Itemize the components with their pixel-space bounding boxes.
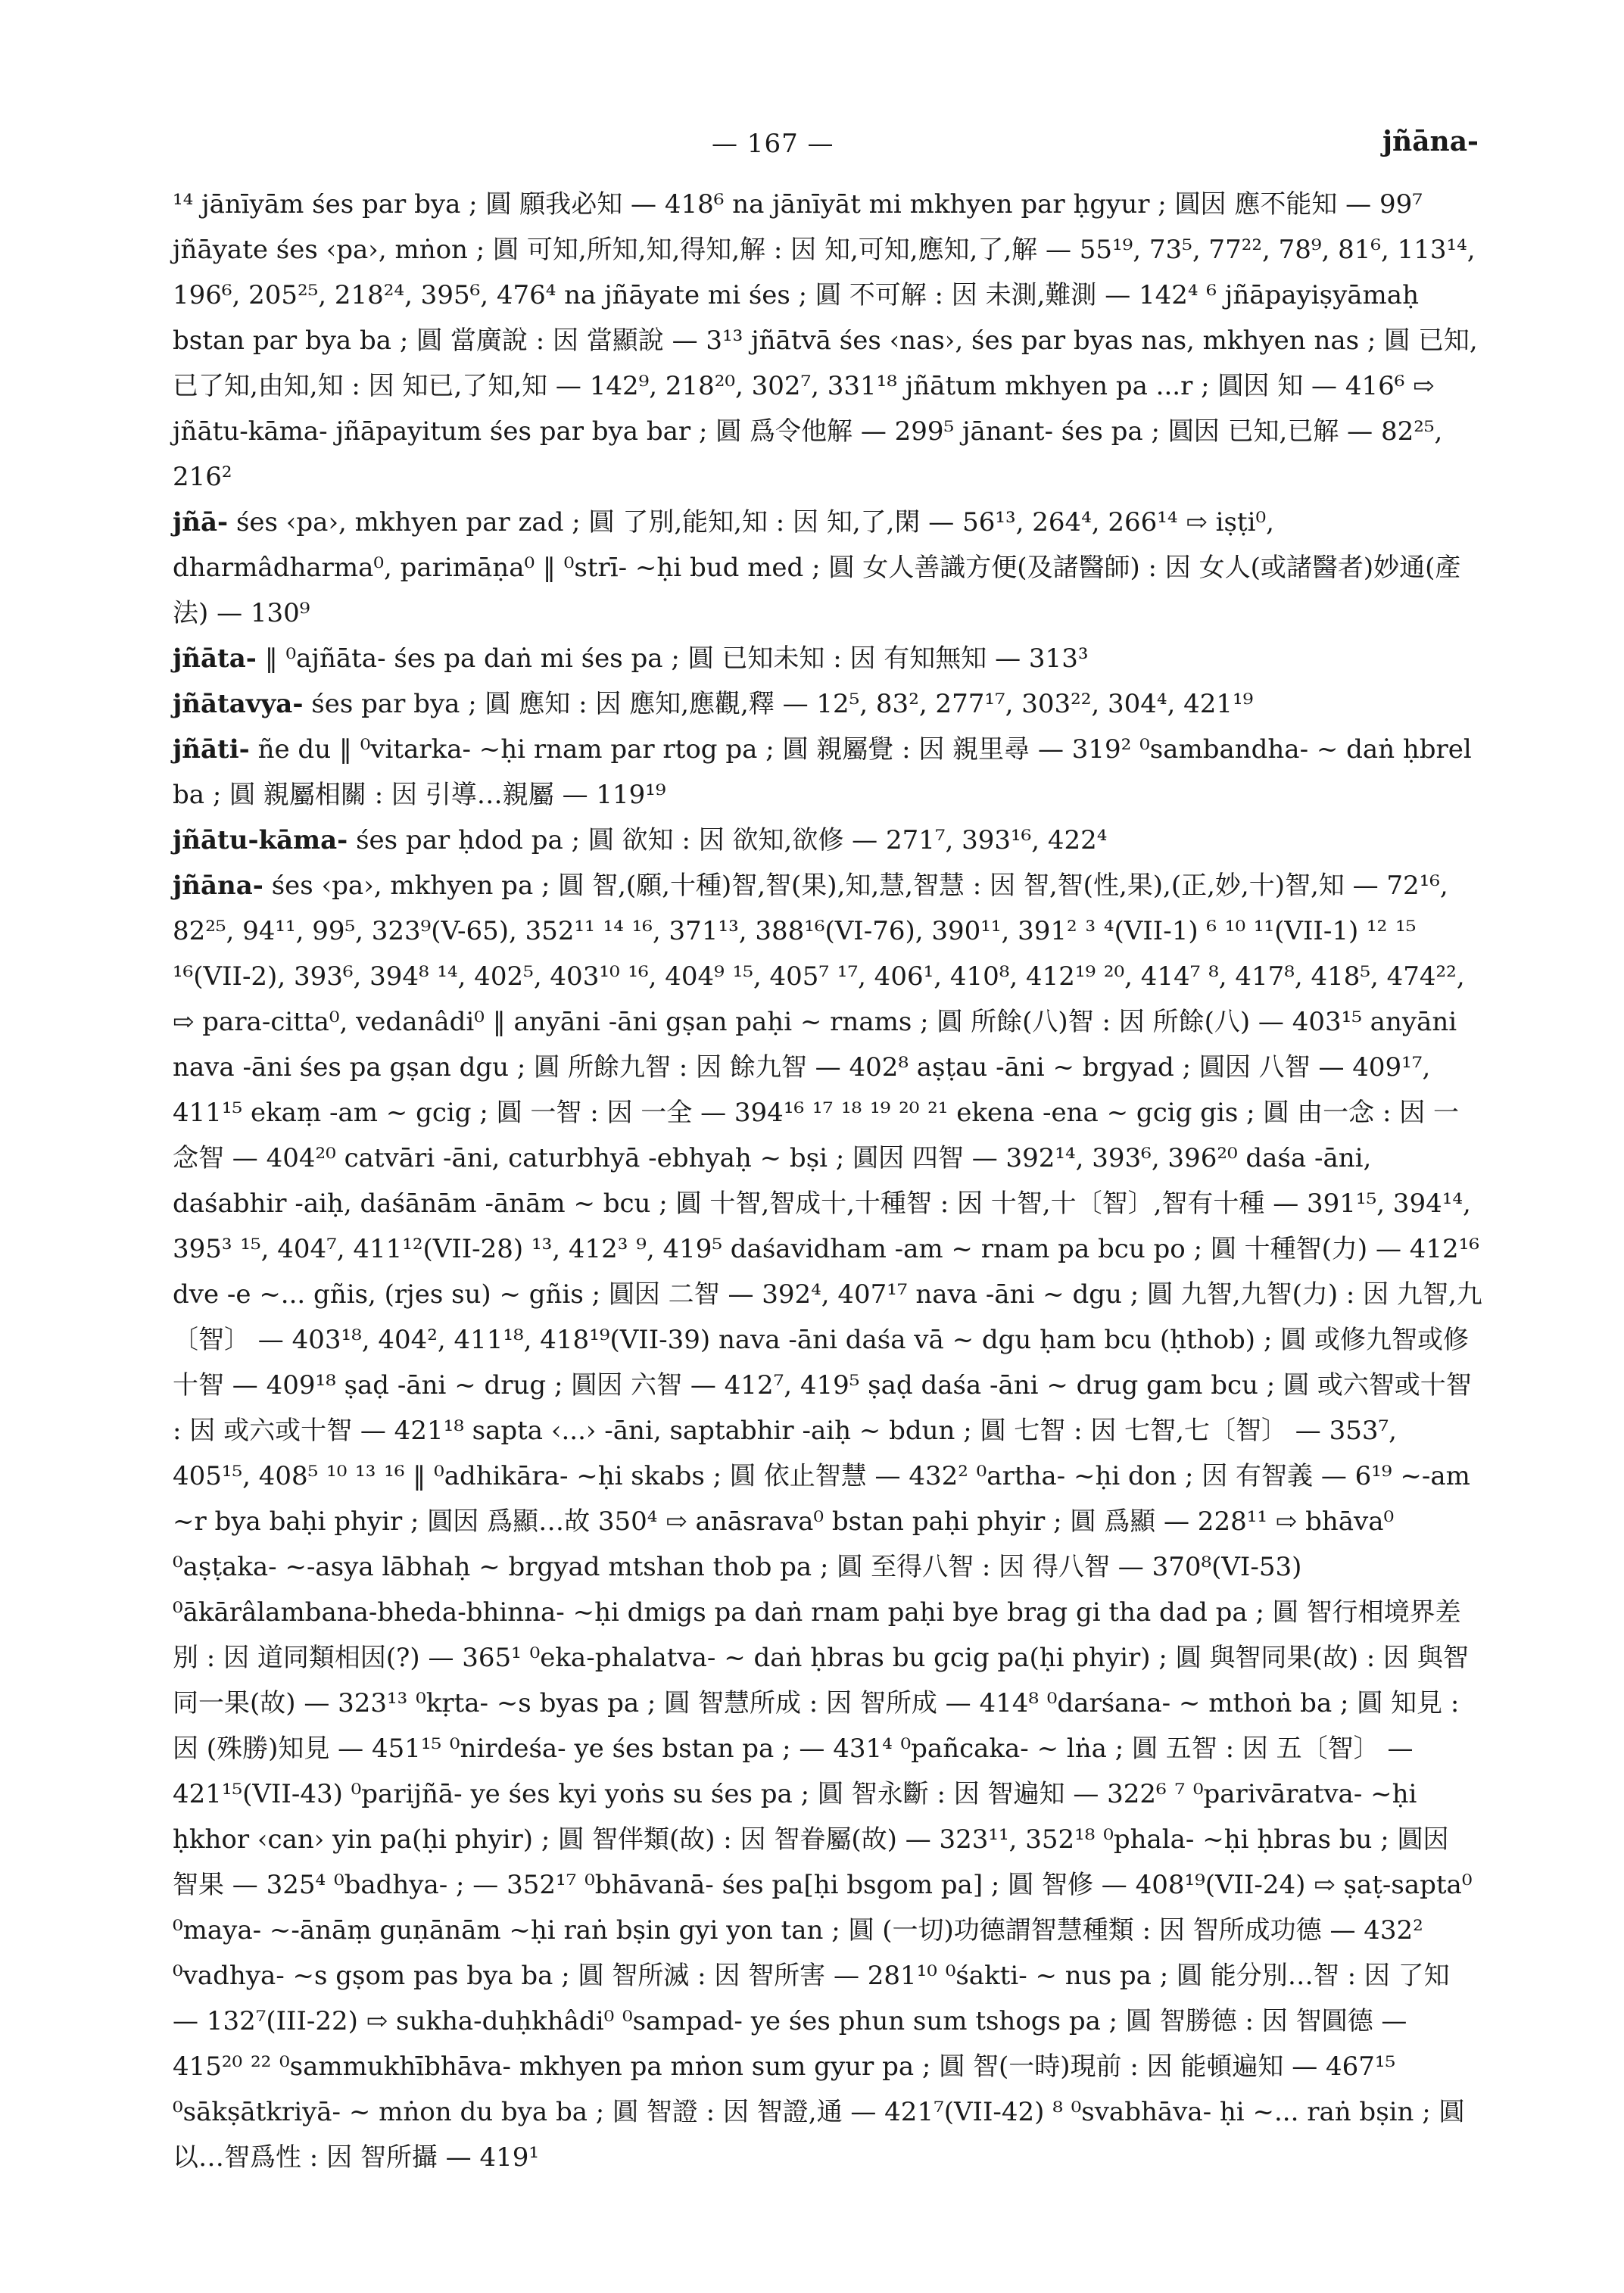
entry-headword: jñāti- xyxy=(173,734,250,765)
running-head: jñāna- xyxy=(1382,126,1479,157)
entry-text: ¹⁴ jānīyām śes par bya ; 圓 願我必知 — 418⁶ na jānīyāt mi mkhyen par ḥgyur ; 圓因 應不能知 — 99⁷ jñāyate śes ‹pa›, mṅon ; 圓 可知,所知,知,得知,解 : 因 知,可知,應知,了,解 — 55¹⁹, 73⁵, 77²², 78⁹, 81⁶, 113¹⁴, 196⁶, 205²⁵, 218²⁴, 395⁶, 476⁴ na jñāyate mi śes ; 圓 不可解 : 因 未測,難測 — 142⁴ ⁶ jñāpayiṣyāmaḥ bstan par bya ba ; 圓 當廣說 : 因 當顯說 — 3¹³ jñātvā śes ‹nas›, śes par byas nas, mkhyen nas ; 圓 已知,已了知,由知,知 : 因 知已,了知,知 — 142⁹, 218²⁰, 302⁷, 331¹⁸ jñātum mkhyen pa ...r ; 圓因 知 — 416⁶ ⇨ jñātu-kāma- jñāpayitum śes par bya bar ; 圓 爲令他解 — 299⁵ jānant- śes pa ; 圓因 已知,已解 — 82²⁵, 216² xyxy=(173,189,1478,492)
entry-text: ‖ ⁰ajñāta- śes pa daṅ mi śes pa ; 圓 已知未知 : 因 有知無知 — 313³ xyxy=(264,643,1089,674)
entry-headword: jñāna- xyxy=(173,871,263,901)
entry-text: śes par ḥdod pa ; 圓 欲知 : 因 欲知,欲修 — 271⁷, 393¹⁶, 422⁴ xyxy=(356,825,1108,855)
dictionary-body xyxy=(173,182,1482,2180)
entry-headword: jñātavya- xyxy=(173,689,304,719)
entry-jnata xyxy=(173,636,1482,681)
entry-headword: jñāta- xyxy=(173,643,257,674)
entry-headword: jñā- xyxy=(173,507,229,537)
entry-continuation xyxy=(173,182,1482,500)
entry-jnatu-kama xyxy=(173,818,1482,863)
entry-text: śes ‹pa›, mkhyen pa ; 圓 智,(願,十種)智,智(果),知,慧,智慧 : 因 智,智(性,果),(正,妙,十)智,知 — 72¹⁶, 82²⁵, 94¹¹, 99⁵, 323⁹(V-65), 352¹¹ ¹⁴ ¹⁶, 371¹³, 388¹⁶(VI-76), 390¹¹, 391² ³ ⁴(VII-1) ⁶ ¹⁰ ¹¹(VII-1) ¹² ¹⁵ ¹⁶(VII-2), 393⁶, 394⁸ ¹⁴, 402⁵, 403¹⁰ ¹⁶, 404⁹ ¹⁵, 405⁷ ¹⁷, 406¹, 410⁸, 412¹⁹ ²⁰, 414⁷ ⁸, 417⁸, 418⁵, 474²², ⇨ para-citta⁰, vedanâdi⁰ ‖ anyāni -āni gṣan paḥi ~ rnams ; 圓 所餘(八)智 : 因 所餘(八) — 403¹⁵ anyāni nava -āni śes pa gṣan dgu ; 圓 所餘九智 : 因 餘九智 — 402⁸ aṣṭau -āni ~ brgyad ; 圓因 八智 — 409¹⁷, 411¹⁵ ekaṃ -am ~ gcig ; 圓 一智 : 因 一全 — 394¹⁶ ¹⁷ ¹⁸ ¹⁹ ²⁰ ²¹ ekena -ena ~ gcig gis ; 圓 由一念 : 因 一念智 — 404²⁰ catvāri -āni, caturbhyā -ebhyaḥ ~ bṣi ; 圓因 四智 — 392¹⁴, 393⁶, 396²⁰ daśa -āni, daśabhir -aiḥ, daśānām -ānām ~ bcu ; 圓 十智,智成十,十種智 : 因 十智,十〔智〕,智有十種 — 391¹⁵, 394¹⁴, 395³ ¹⁵, 404⁷, 411¹²(VII-28) ¹³, 412³ ⁹, 419⁵ daśavidham -am ~ rnam pa bcu po ; 圓 十種智(力) — 412¹⁶ dve -e ~... gñis, (rjes su) ~ gñis ; 圓因 二智 — 392⁴, 407¹⁷ nava -āni ~ dgu ; 圓 九智,九智(力) : 因 九智,九〔智〕 — 403¹⁸, 404², 411¹⁸, 418¹⁹(VII-39) nava -āni daśa vā ~ dgu ḥam bcu (ḥthob) ; 圓 或修九智或修十智 — 409¹⁸ ṣaḍ -āni ~ drug ; 圓因 六智 — 412⁷, 419⁵ ṣaḍ daśa -āni ~ drug gam bcu ; 圓 或六智或十智 : 因 或六或十智 — 421¹⁸ sapta ‹...› -āni, saptabhir -aiḥ ~ bdun ; 圓 七智 : 因 七智,七〔智〕 — 353⁷, 405¹⁵, 408⁵ ¹⁰ ¹³ ¹⁶ ‖ ⁰adhikāra- ~ḥi skabs ; 圓 依止智慧 — 432² ⁰artha- ~ḥi don ; 因 有智義 — 6¹⁹ ~-am ~r bya baḥi phyir ; 圓因 爲顯…故 350⁴ ⇨ anāsrava⁰ bstan paḥi phyir ; 圓 爲顯 — 228¹¹ ⇨ bhāva⁰ ⁰aṣṭaka- ~-asya lābhaḥ ~ brgyad mtshan thob pa ; 圓 至得八智 : 因 得八智 — 370⁸(VI-53) ⁰ākārâlambana-bheda-bhinna- ~ḥi dmigs pa daṅ rnam paḥi bye brag gi tha dad pa ; 圓 智行相境界差別 : 因 道同類相因(?) — 365¹ ⁰eka-phalatva- ~ daṅ ḥbras bu gcig pa(ḥi phyir) ; 圓 與智同果(故) : 因 與智同一果(故) — 323¹³ ⁰kṛta- ~s byas pa ; 圓 智慧所成 : 因 智所成 — 414⁸ ⁰darśana- ~ mthoṅ ba ; 圓 知見 : 因 (殊勝)知見 — 451¹⁵ ⁰nirdeśa- ye śes bstan pa ; — 431⁴ ⁰pañcaka- ~ lṅa ; 圓 五智 : 因 五〔智〕 — 421¹⁵(VII-43) ⁰parijñā- ye śes kyi yoṅs su śes pa ; 圓 智永斷 : 因 智遍知 — 322⁶ ⁷ ⁰parivāratva- ~ḥi ḥkhor ‹can› yin pa(ḥi phyir) ; 圓 智伴類(故) : 因 智眷屬(故) — 323¹¹, 352¹⁸ ⁰phala- ~ḥi ḥbras bu ; 圓因 智果 — 325⁴ ⁰badhya- ; — 352¹⁷ ⁰bhāvanā- śes pa[ḥi bsgom pa] ; 圓 智修 — 408¹⁹(VII-24) ⇨ ṣaṭ-sapta⁰ ⁰maya- ~-ānāṃ guṇānām ~ḥi raṅ bṣin gyi yon tan ; 圓 (一切)功德謂智慧種類 : 因 智所成功德 — 432² ⁰vadhya- ~s gṣom pas bya ba ; 圓 智所滅 : 因 智所害 — 281¹⁰ ⁰śakti- ~ nus pa ; 圓 能分別…智 : 因 了知 — 132⁷(III-22) ⇨ sukha-duḥkhâdi⁰ ⁰sampad- ye śes phun sum tshogs pa ; 圓 智勝德 : 因 智圓德 — 415²⁰ ²² ⁰sammukhībhāva- mkhyen pa mṅon sum gyur pa ; 圓 智(一時)現前 : 因 能頓遍知 — 467¹⁵ ⁰sākṣātkriyā- ~ mṅon du bya ba ; 圓 智證 : 因 智證,通 — 421⁷(VII-42) ⁸ ⁰svabhāva- ḥi ~... raṅ bṣin ; 圓 以…智爲性 : 因 智所攝 — 419¹ xyxy=(173,871,1482,2173)
entry-text: śes par bya ; 圓 應知 : 因 應知,應觀,釋 — 12⁵, 83², 277¹⁷, 303²², 304⁴, 421¹⁹ xyxy=(311,689,1254,719)
entry-text: ñe du ‖ ⁰vitarka- ~ḥi rnam par rtog pa ; 圓 親屬覺 : 因 親里尋 — 319² ⁰sambandha- ~ daṅ ḥbrel ba ; 圓 親屬相關 : 因 引導…親屬 — 119¹⁹ xyxy=(173,734,1472,810)
entry-headword: jñātu-kāma- xyxy=(173,825,348,855)
entry-jnana xyxy=(173,863,1482,2180)
page-number: — 167 — xyxy=(712,129,834,159)
entry-text: śes ‹pa›, mkhyen par zad ; 圓 了別,能知,知 : 因 知,了,閑 — 56¹³, 264⁴, 266¹⁴ ⇨ iṣṭi⁰, dharmâdharma⁰, parimāṇa⁰ ‖ ⁰strī- ~ḥi bud med ; 圓 女人善識方便(及諸醫師) : 因 女人(或諸醫者)妙通(產法) — 130⁹ xyxy=(173,507,1461,628)
entry-jnati xyxy=(173,727,1482,818)
entry-jna xyxy=(173,500,1482,636)
entry-jnatavya xyxy=(173,681,1482,727)
